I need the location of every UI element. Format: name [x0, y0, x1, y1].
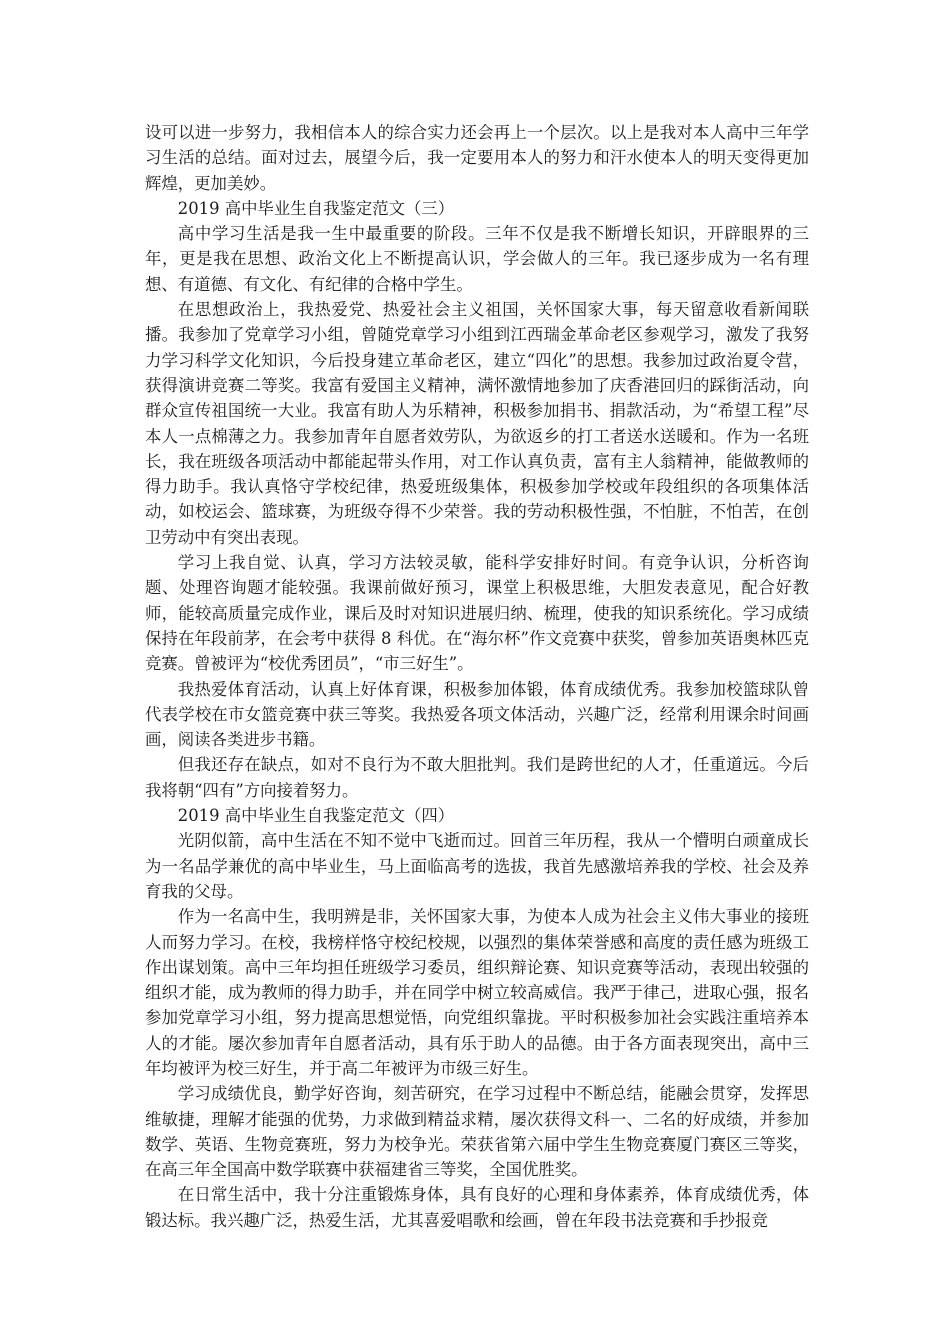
- paragraph: 在日常生活中，我十分注重锻炼身体，具有良好的心理和身体素养，体育成绩优秀，体锻达标。我兴趣广泛，热爱生活，尤其喜爱唱歌和绘画，曾在年段书法竞赛和手抄报竞: [145, 1185, 809, 1230]
- section-heading-four: 2019 高中毕业生自我鉴定范文（四）: [177, 806, 455, 826]
- paragraph: 高中学习生活是我一生中最重要的阶段。三年不仅是我不断增长知识，开辟眼界的三年，更是我在思想、政治文化上不断提高认识，学会做人的三年。我已逐步成为一名有理想、有道德、有文化、有纪律的合格中学生。: [145, 224, 809, 294]
- section-heading-three: 2019 高中毕业生自我鉴定范文（三）: [177, 198, 455, 218]
- paragraph: 学习上我自觉、认真，学习方法较灵敏，能科学安排好时间。有竞争认识，分析咨询题、处理咨询题才能较强。我课前做好预习，课堂上积极思维，大胆发表意见，配合好教师，能较高质量完成作业，课后及时对知识进展归纳、梳理，使我的知识系统化。学习成绩保持在年段前茅，在会考中获得 8 科优。在“海尔杯”作文竞赛中获奖，曾参加英语奥林匹克竞赛。曾被评为“校优秀团员”，“市三好生”。: [145, 553, 809, 674]
- paragraph: 作为一名高中生，我明辨是非，关怀国家大事，为使本人成为社会主义伟大事业的接班人而努力学习。在校，我榜样恪守校纪校规，以强烈的集体荣誉感和高度的责任感为班级工作出谋划策。高中三年均担任班级学习委员，组织辩论赛、知识竞赛等活动，表现出较强的组织才能，成为教师的得力助手，并在同学中树立较高威信。我严于律己，进取心强，报名参加党章学习小组，努力提高思想觉悟，向党组织靠拢。平时积极参加社会实践注重培养本人的才能。屡次参加青年自愿者活动，具有乐于助人的品德。由于各方面表现突出，高中三年均被评为校三好生，并于高二年被评为市级三好生。: [145, 907, 809, 1078]
- document-body: [145, 120, 809, 1233]
- paragraph: 光阴似箭，高中生活在不知不觉中飞逝而过。回首三年历程，我从一个懵明白顽童成长为一名品学兼优的高中毕业生，马上面临高考的选拔，我首先感激培养我的学校、社会及养育我的父母。: [145, 831, 809, 901]
- paragraph: 在思想政治上，我热爱党、热爱社会主义祖国，关怀国家大事，每天留意收看新闻联播。我参加了党章学习小组，曾随党章学习小组到江西瑞金革命老区参观学习，激发了我努力学习科学文化知识，今后投身建立革命老区，建立“四化”的思想。我参加过政治夏令营，获得演讲竞赛二等奖。我富有爱国主义精神，满怀激情地参加了庆香港回归的踩街活动，向群众宣传祖国统一大业。我富有助人为乐精神，积极参加捐书、捐款活动，为“希望工程”尽本人一点棉薄之力。我参加青年自愿者效劳队，为欲返乡的打工者送水送暖和。作为一名班长，我在班级各项活动中都能起带头作用，对工作认真负责，富有主人翁精神，能做教师的得力助手。我认真恪守学校纪律，热爱班级集体，积极参加学校或年段组织的各项集体活动，如校运会、篮球赛，为班级夺得不少荣誉。我的劳动积极性强，不怕脏，不怕苦，在创卫劳动中有突出表现。: [145, 300, 809, 547]
- paragraph-continuation: 设可以进一步努力，我相信本人的综合实力还会再上一个层次。以上是我对本人高中三年学习生活的总结。面对过去，展望今后，我一定要用本人的努力和汗水使本人的明天变得更加辉煌，更加美妙。: [145, 123, 809, 193]
- paragraph: 我热爱体育活动，认真上好体育课，积极参加体锻，体育成绩优秀。我参加校篮球队曾代表学校在市女篮竞赛中获三等奖。我热爱各项文体活动，兴趣广泛，经常利用课余时间画画，阅读各类进步书籍。: [145, 679, 809, 750]
- paragraph: 学习成绩优良，勤学好咨询，刻苦研究，在学习过程中不断总结，能融会贯穿，发挥思维敏捷，理解才能强的优势，力求做到精益求精，屡次获得文科一、二名的好成绩，并参加数学、英语、生物竞赛班，努力为校争光。荣获省第六届中学生生物竞赛厦门赛区三等奖，在高三年全国高中数学联赛中获福建省三等奖，全国优胜奖。: [145, 1084, 809, 1180]
- paragraph: 但我还存在缺点，如对不良行为不敢大胆批判。我们是跨世纪的人才，任重道远。今后我将朝“四有”方向接着努力。: [145, 755, 809, 800]
